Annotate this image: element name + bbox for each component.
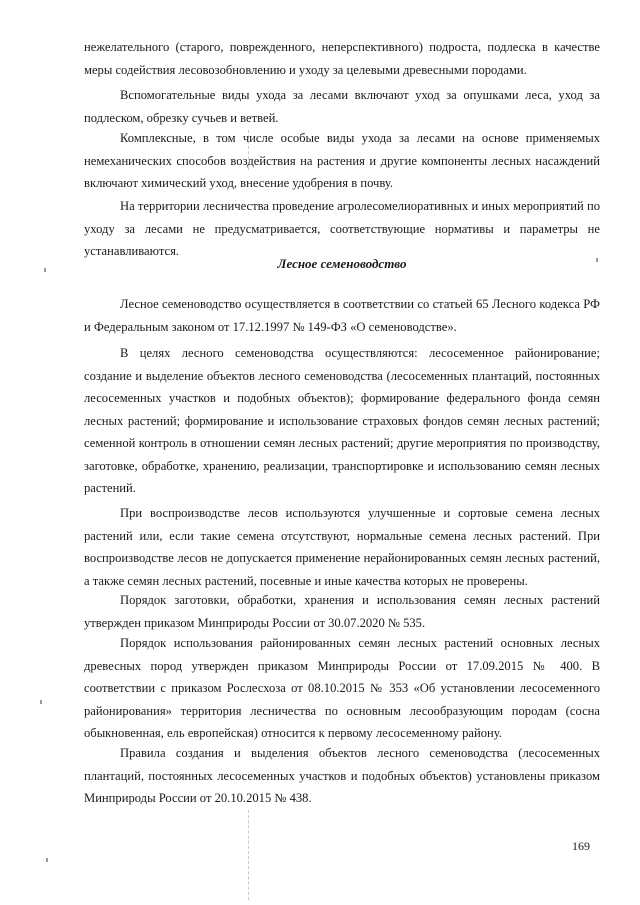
paragraph-agroforestry: На территории лесничества проведение агролесомелиоративных и иных мероприятий по уходу за лесами не предусматривается, соответствующие нормативы и параметры не устанавливаются. [84, 199, 600, 258]
paragraph-seed-objects: Правила создания и выделения объектов лесного семеноводства (лесосеменных плантаций, постоянных лесосеменных участков и подобных объектов) установлены приказом Минприроды России от 20.10.2015 № 438. [84, 746, 600, 805]
section-heading: Лесное семеноводство [277, 256, 407, 271]
page-number: 169 [572, 839, 590, 853]
paragraph-seed-types: При воспроизводстве лесов используются улучшенные и сортовые семена лесных растений или, если такие семена отсутствуют, нормальные семена лесных растений. При воспроизводстве лесов не допускается применение нерайонированных семян лесных растений, а также семян лесных растений, посевные и иные качества которых не проверены. [84, 506, 600, 588]
scan-speck [40, 700, 42, 704]
paragraph-seed-activities: В целях лесного семеноводства осуществляются: лесосеменное районирование; создание и выделение объектов лесного семеноводства (лесосеменных плантаций, постоянных лесосеменных участков и подобных объектов); формирование федерального фонда семян лесных растений; формирование и использование страховых фондов семян лесных растений; семенной контроль в отношении семян лесных растений; другие мероприятия по производству, заготовке, обработке, хранению, реализации, транспортировке и использованию семян лесных растений. [84, 346, 600, 495]
paragraph-continuation: нежелательного (старого, поврежденного, неперспективного) подроста, подлеска в качестве меры содействия лесовозобновлению и уходу за целевыми древесными породами. [84, 40, 600, 77]
paragraph-seed-handling: Порядок заготовки, обработки, хранения и использования семян лесных растений утвержден приказом Минприроды России от 30.07.2020 № 535. [84, 593, 600, 630]
scan-artifact-line [248, 810, 249, 900]
paragraph-seed-legal-basis: Лесное семеноводство осуществляется в соответствии со статьей 65 Лесного кодекса РФ и Федеральным законом от 17.12.1997 № 149-ФЗ «О семеноводстве». [84, 297, 600, 334]
paragraph-seed-zoning: Порядок использования районированных семян лесных растений основных лесных древесных пород утвержден приказом Минприроды России от 17.09.2015 № 400. В соответствии с приказом Рослесхоза от 08.10.2015 № 353 «Об установлении лесосеменного районирования» территория лесничества по основным лесообразующим породам (сосна обыкновенная, ель европейская) относится к первому лесосеменному району. [84, 636, 600, 740]
paragraph-complex-care: Комплексные, в том числе особые виды ухода за лесами на основе применяемых немеханических способов воздействия на растения и другие компоненты лесных насаждений включают химический уход, внесение удобрения в почву. [84, 131, 600, 190]
scan-speck [44, 268, 46, 272]
scan-speck [46, 858, 48, 862]
paragraph-auxiliary-care: Вспомогательные виды ухода за лесами включают уход за опушками леса, уход за подлеском, обрезку сучьев и ветвей. [84, 88, 600, 125]
